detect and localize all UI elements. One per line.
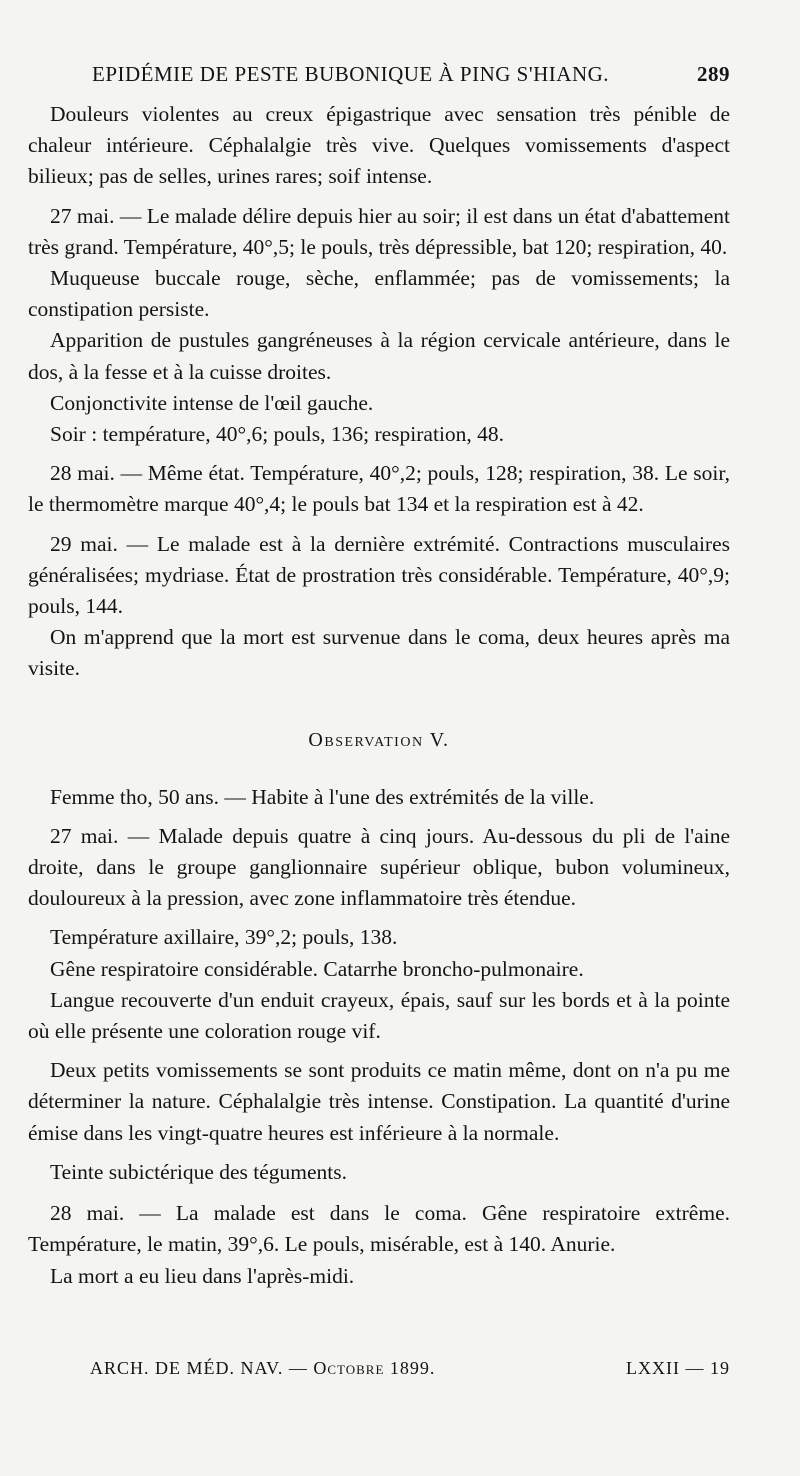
footer-journal: ARCH. DE MÉD. NAV. — Octobre 1899.: [90, 1358, 436, 1378]
paragraph: La mort a eu lieu dans l'après-midi.: [50, 1263, 355, 1288]
paragraph: Teinte subictérique des téguments.: [50, 1159, 348, 1184]
paragraph: Apparition de pustules gangréneuses à la région cervicale antérieure, dans le dos, à la fesse et à la cuisse droites.: [28, 328, 730, 384]
paragraph: 28 mai. — Même état. Température, 40°,2; pouls, 128; respiration, 38. Le soir, le thermomètre marque 40°,4; le pouls bat 134 et la respiration est à 42.: [28, 461, 730, 517]
page-footer: [90, 1358, 730, 1379]
footer-signature: LXXII — 19: [626, 1358, 730, 1378]
paragraph: Muqueuse buccale rouge, sèche, enflammée; pas de vomissements; la constipation persiste.: [28, 266, 730, 322]
paragraph: On m'apprend que la mort est survenue dans le coma, deux heures après ma visite.: [28, 625, 730, 681]
paragraph: Température axillaire, 39°,2; pouls, 138.: [50, 925, 398, 950]
observation-heading: Observation V.: [308, 728, 450, 751]
paragraph: Femme tho, 50 ans. — Habite à l'une des extrémités de la ville.: [50, 784, 595, 809]
paragraph: 27 mai. — Malade depuis quatre à cinq jours. Au-dessous du pli de l'aine droite, dans le groupe ganglionnaire supérieur oblique, bubon volumineux, douloureux à la pression, avec zone inflammatoire très étendue.: [28, 823, 730, 911]
paragraph: 29 mai. — Le malade est à la dernière extrémité. Contractions musculaires généralisées; mydriase. État de prostration très considérable. Température, 40°,9; pouls, 144.: [28, 531, 730, 619]
paragraph: Douleurs violentes au creux épigastrique avec sensation très pénible de chaleur intérieure. Céphalalgie très vive. Quelques vomissements d'aspect bilieux; pas de selles, urines rares; soif intense.: [28, 102, 730, 189]
paragraph: 27 mai. — Le malade délire depuis hier au soir; il est dans un état d'abattement très grand. Température, 40°,5; le pouls, très dépressible, bat 120; respiration, 40.: [28, 203, 730, 259]
running-header: [92, 62, 730, 87]
page-number: 289: [697, 62, 730, 86]
header-title: EPIDÉMIE DE PESTE BUBONIQUE À PING S'HIANG.: [92, 62, 610, 86]
paragraph: Conjonctivite intense de l'œil gauche.: [50, 390, 374, 415]
paragraph: 28 mai. — La malade est dans le coma. Gêne respiratoire extrême. Température, le matin, 39°,6. Le pouls, misérable, est à 140. Anurie.: [28, 1201, 730, 1257]
paragraph: Deux petits vomissements se sont produits ce matin même, dont on n'a pu me déterminer la nature. Céphalalgie très intense. Constipation. La quantité d'urine émise dans les vingt-quatre heures est inférieure à la normale.: [28, 1058, 730, 1145]
body-text-2: [28, 782, 730, 1292]
body-text-1: [28, 99, 730, 685]
paragraph: Gêne respiratoire considérable. Catarrhe broncho-pulmonaire.: [50, 956, 584, 981]
paragraph: Langue recouverte d'un enduit crayeux, épais, sauf sur les bords et à la pointe où elle présente une coloration rouge vif.: [28, 987, 730, 1044]
paragraph: Soir : température, 40°,6; pouls, 136; respiration, 48.: [50, 422, 505, 447]
